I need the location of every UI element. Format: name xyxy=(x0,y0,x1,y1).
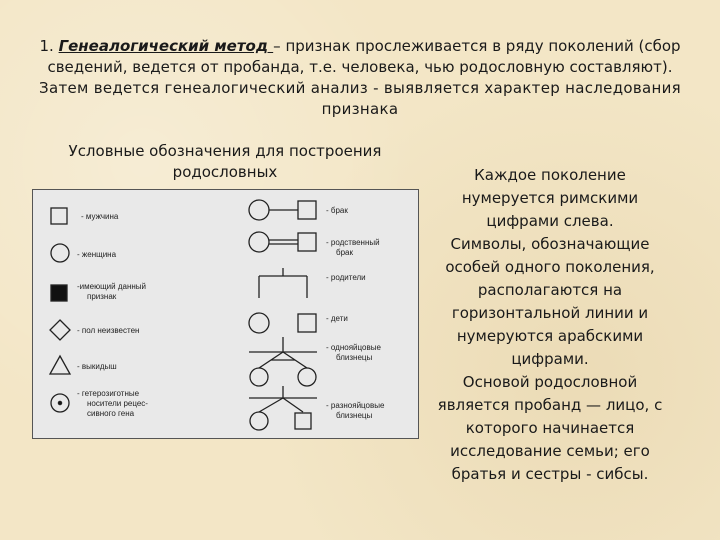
male-square-icon xyxy=(51,208,67,224)
parents-label: - родители xyxy=(326,273,366,282)
heading-line-2: сведений, ведется от пробанда, т.е. человека, чью родословную составляют). xyxy=(47,58,673,76)
marriage-female-icon xyxy=(249,200,269,220)
fraternal-twin-male-icon xyxy=(295,413,311,429)
fraternal-twins-label: - разнояйцовые xyxy=(326,401,385,410)
affected-label: -имеющий данный xyxy=(77,282,146,291)
explanation-line: Каждое поколение xyxy=(474,166,626,184)
heading-number: 1. xyxy=(39,37,54,55)
pedigree-legend-figure xyxy=(33,190,418,438)
carrier-dot xyxy=(58,401,61,404)
carrier-label-2: носители рецес- xyxy=(87,399,148,408)
heading-line-3: Затем ведется генеалогический анализ - выявляется характер наследования xyxy=(39,79,681,97)
explanation-line: располагаются на xyxy=(477,281,623,299)
explanation-line: исследование семьи; его xyxy=(450,442,650,460)
identical-twin-icon xyxy=(250,368,268,386)
consanguineous-label: - родственный xyxy=(326,238,380,247)
explanation-line: Символы, обозначающие xyxy=(450,235,650,253)
identical-twins-label-2: близнецы xyxy=(336,353,373,362)
carrier-label: - гетерозиготные xyxy=(77,389,140,398)
heading-line-1 xyxy=(30,36,690,57)
identical-twins-label: - однояйцовые xyxy=(326,343,381,352)
female-label: - женщина xyxy=(77,250,117,259)
explanation-line: является пробанд — лицо, с xyxy=(437,396,663,414)
explanation-line: цифрами. xyxy=(511,350,589,368)
miscarriage-label: - выкидыш xyxy=(77,362,117,371)
consanguineous-label-2: брак xyxy=(336,248,353,257)
fraternal-twin-female-icon xyxy=(250,412,268,430)
female-circle-icon xyxy=(51,244,69,262)
legend-title xyxy=(55,141,395,183)
marriage-male-icon xyxy=(298,201,316,219)
explanation-line: горизонтальной линии и xyxy=(451,304,649,322)
consanguineous-male-icon xyxy=(298,233,316,251)
explanation-line: Основой родословной xyxy=(462,373,638,391)
legend-title-line-1: Условные обозначения для построения xyxy=(68,142,382,160)
explanation-line: нумеруются арабскими xyxy=(456,327,644,345)
affected-label-2: признак xyxy=(87,292,117,301)
miscarriage-triangle-icon xyxy=(50,356,70,374)
male-label: - мужчина xyxy=(81,212,119,221)
identical-twin-icon xyxy=(298,368,316,386)
fraternal-twins-label-2: близнецы xyxy=(336,411,373,420)
heading-line-1-rest: – признак прослеживается в ряду поколений (сбор xyxy=(273,37,681,55)
legend-title-line-2: родословных xyxy=(172,163,278,181)
consanguineous-female-icon xyxy=(249,232,269,252)
pedigree-legend-panel xyxy=(32,189,419,439)
explanation-text xyxy=(430,164,670,486)
sex-unknown-label: - пол неизвестен xyxy=(77,326,140,335)
sex-unknown-diamond-icon xyxy=(50,320,70,340)
explanation-line: особей одного поколения, xyxy=(445,258,655,276)
affected-filled-square-icon xyxy=(51,285,67,301)
slide-heading xyxy=(30,36,690,120)
carrier-label-3: сивного гена xyxy=(87,409,135,418)
child-female-icon xyxy=(249,313,269,333)
heading-line-4: признака xyxy=(321,100,399,118)
children-label: - дети xyxy=(326,314,348,323)
explanation-line: братья и сестры - сибсы. xyxy=(451,465,649,483)
explanation-line: цифрами слева. xyxy=(486,212,614,230)
marriage-label: - брак xyxy=(326,206,348,215)
child-male-icon xyxy=(298,314,316,332)
explanation-line: нумеруется римскими xyxy=(461,189,639,207)
method-term: Генеалогический метод xyxy=(58,37,274,55)
explanation-line: которого начинается xyxy=(465,419,635,437)
